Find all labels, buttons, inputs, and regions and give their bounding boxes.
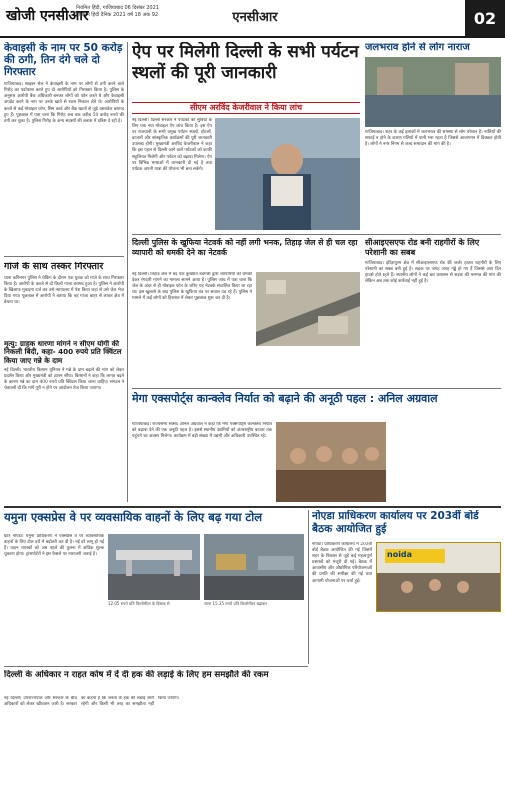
photo-export-conclave-art	[276, 422, 386, 502]
divider	[132, 234, 501, 235]
photo-toll-plaza-1	[108, 534, 200, 600]
story-delhi-rights-headline: दिल्ली के अधिकार न राहत कोष में दें दी हक की लड़ाई के लिए हम समझौते की रकम	[4, 670, 269, 680]
page-number: 02	[465, 0, 505, 38]
noida-logo-text: noida	[387, 550, 413, 559]
story-tourism-app-byline-block	[132, 102, 360, 114]
story-sugarcane-body: नई दिल्ली। भारतीय किसान यूनियन ने गन्ने के दाम बढ़ाने की मांग को लेकर प्रदर्शन किया और मुख्यमंत्री को ज्ञापन सौंपा। किसानों ने कहा कि लागत बढ़ने के कारण गन्ने का दाम 400 रुपये प्रति क्विंटल किया जाना चाहिए। संगठन ने चेतावनी दी कि मांगें पूरी न होने पर आंदोलन तेज किया जाएगा।	[4, 367, 124, 392]
story-yamuna-toll-body: ग्रेटर नोएडा। यमुना प्राधिकरण ने एक्सप्रेस वे पर व्यावसायिक वाहनों के लिए टोल दरों में बढ़ोतरी कर दी है। नई दरें लागू हो गई हैं। वाहन चालकों को अब पहले की तुलना में अधिक शुल्क चुकाना होगा। ट्रांसपोर्टरों ने इस फैसले पर नाराजगी जताई है।	[4, 534, 104, 558]
story-tourism-app-byline: सीएम अरविंद केजरीवाल ने किया लांच	[189, 103, 303, 112]
story-export-conclave-body: गाजियाबाद। राज्यसभा सांसद अनिल अग्रवाल ने कहा कि मेगा एक्सपोर्ट्स कान्क्लेव निर्यात को बढ़ावा देने की एक अनूठी पहल है। इससे स्थानीय उद्यमियों को अंतरराष्ट्रीय बाजार तक पहुंचने का अवसर मिलेगा। कार्यक्रम में बड़ी संख्या में उद्यमी और अधिकारी उपस्थित रहे।	[132, 422, 272, 440]
story-tihar-body-col	[132, 272, 252, 384]
story-sugarcane-headline: मृत्यु: ग्राहक धारणा मांगने न सीएम योगी की निकली बिंदी, कहा- 400 रुपये प्रति क्विंटल किया जाए गन्ने के दाम	[4, 340, 122, 365]
story-ganja-arrest-body: थाना कविनगर पुलिस ने चेकिंग के दौरान एक युवक को गांजे के साथ गिरफ्तार किया है। आरोपी के कब्जे से दो किलो गांजा बरामद हुआ है। पुलिस ने आरोपी के खिलाफ मुकदमा दर्ज कर उसे न्यायालय में पेश किया जहां से उसे जेल भेज दिया गया। पूछताछ में आरोपी ने बताया कि वह गांजा बाहर से लाकर क्षेत्र में बेचता था।	[4, 275, 124, 306]
photo-aerial-road-art	[256, 272, 360, 346]
masthead	[0, 0, 505, 38]
story-kyc-fraud	[4, 42, 124, 254]
story-kyc-fraud-headline: केवाइसी के नाम पर 50 करोड़ की ठगी, तिन दंगे चले दो गिरफ्तार	[4, 42, 123, 79]
story-tourism-app-headline-block	[132, 42, 360, 102]
story-waterlogging-body: गाजियाबाद। शहर के कई इलाकों में जलभराव की समस्या से लोग परेशान हैं। नालियों की सफाई न होने के कारण गलियों में पानी भरा रहता है जिससे आवागमन में दिक्कत होती है। लोगों ने नगर निगम से जल्द समाधान की मांग की है।	[365, 129, 501, 147]
photo-noida-authority	[376, 542, 501, 612]
story-export-conclave-headline-block	[132, 392, 501, 420]
story-tihar-headline: दिल्ली पुलिस के खुफिया नेटवर्क को नहीं लगी भनक, तिहाड़ जेल से ही चल रहा व्यापारी को धमकी देने का नेटवर्क	[132, 238, 358, 257]
story-tihar-body: नई दिल्ली। तिहाड़ जेल में बंद एक कुख्यात बदमाश द्वारा व्यापारियों को धमकी देकर रंगदारी मांगने का मामला सामने आया है। पुलिस जांच में पता चला कि जेल के अंदर से ही मोबाइल फोन के जरिए यह नेटवर्क संचालित किया जा रहा था। इस खुलासे के बाद पुलिस के खुफिया तंत्र पर सवाल उठ रहे हैं। पुलिस ने मामले में कई लोगों को हिरासत में लेकर पूछताछ शुरू कर दी है।	[132, 272, 252, 302]
photo-waterlogging	[365, 57, 501, 127]
story-delhi-rights-body-col	[4, 696, 308, 796]
dateline	[76, 5, 226, 19]
column-divider	[127, 42, 128, 502]
story-tihar-headline-block	[132, 238, 360, 270]
story-waterlogging	[365, 42, 501, 202]
photo-toll-plaza-2-art	[204, 534, 304, 600]
dateline-line-2: प्रतिदिन हिंदी दैनिक 2021 वर्ष 18 अंक 92	[76, 12, 159, 18]
story-tourism-app-body: नई दिल्ली। दिल्ली सरकार ने पर्यटकों की सुविधा के लिए एक नया मोबाइल ऐप लांच किया है। इस ऐप पर राजधानी के सभी प्रमुख पर्यटन स्थलों, होटलों, बाजारों और सांस्कृतिक कार्यक्रमों की पूरी जानकारी उपलब्ध होगी। मुख्यमंत्री अरविंद केजरीवाल ने कहा कि इस पहल से दिल्ली आने वाले पर्यटकों को काफी सहूलियत मिलेगी और पर्यटन को बढ़ावा मिलेगा। ऐप पर विभिन्न भाषाओं में जानकारी दी गई है तथा पर्यटक अपनी यात्रा की योजना भी बना सकेंगे।	[132, 118, 212, 172]
photo-cm-kejriwal	[215, 118, 360, 230]
story-delhi-rights-headline-block	[4, 670, 308, 694]
photo-aerial-road	[256, 272, 360, 346]
divider	[132, 388, 501, 389]
photo-cm-kejriwal-art	[215, 118, 360, 230]
dateline-line-1: नियमित हिंदी, गाजियाबाद 06 दिसंबर 2021	[76, 5, 159, 11]
story-delhi-rights-body: नई दिल्ली। उपराज्यपाल और सरकार के बीच अधिकारों को लेकर खींचतान जारी है। सरकार का कहना है कि जनता के हक की लड़ाई जारी रहेगी और किसी भी तरह का समझौता नहीं किया जाएगा।	[4, 696, 180, 708]
photo-toll-plaza-1-art	[108, 534, 200, 600]
story-noida-board-headline-block	[312, 510, 501, 540]
story-cisf-road-body: गाजियाबाद। इंदिरापुरम क्षेत्र में सीआइएसएफ रोड की जर्जर हालत राहगीरों के लिए परेशानी का सबब बनी हुई है। सड़क पर जगह जगह गड्ढे हो गए हैं जिससे आए दिन हादसे होते रहते हैं। स्थानीय लोगों ने कई बार प्रशासन से सड़क की मरम्मत की मांग की लेकिन अब तक कोई कार्रवाई नहीं हुई है।	[365, 261, 501, 285]
divider	[4, 256, 124, 257]
story-noida-board-body-col	[312, 542, 372, 792]
story-tourism-app-headline: ऐप पर मिलेगी दिल्ली के सभी पर्यटन स्थलों की पूरी जानकारी	[132, 42, 359, 83]
story-tourism-app-body-col	[132, 118, 212, 230]
story-waterlogging-headline: जलभराव होने से लोग नाराज	[365, 42, 470, 53]
section-name: एनसीआर	[232, 10, 278, 25]
story-sugarcane	[4, 340, 124, 502]
photo-export-conclave	[276, 422, 386, 502]
story-yamuna-toll-body-col	[4, 534, 104, 664]
story-export-conclave-headline: मेगा एक्सपोर्ट्स कान्क्लेव निर्यात को बढ़ाने की अनूठी पहल : अनिल अग्रवाल	[132, 392, 438, 405]
section-divider	[4, 506, 501, 508]
divider	[4, 666, 308, 667]
story-kyc-fraud-body: गाजियाबाद। साइबर सेल ने केवाइसी के नाम पर लोगों से ठगी करने वाले गिरोह का पर्दाफाश करते हुए दो आरोपियों को गिरफ्तार किया है। पुलिस के अनुसार आरोपी बैंक अधिकारी बनकर लोगों को फोन करते थे और केवाइसी अपडेट करने के नाम पर उनके खाते से रकम निकाल लेते थे। आरोपियों के कब्जे से कई मोबाइल फोन, सिम कार्ड और बैंक खातों से जुड़े दस्तावेज बरामद हुए हैं। पूछताछ में पता चला कि गिरोह अब तक करीब 50 करोड़ रुपये की ठगी कर चुका है। पुलिस गिरोह के अन्य सदस्यों की तलाश में दबिश दे रही है।	[4, 82, 124, 124]
story-yamuna-toll-headline-block	[4, 510, 304, 532]
story-cisf-road-headline: सीआइएसएफ रोड बनी राहगीरों के लिए परेशानी का सबब	[365, 238, 480, 257]
photo-toll-plaza-2	[204, 534, 304, 600]
story-noida-board-headline: नोएडा प्राधिकरण कार्यालय पर 203वीं बोर्ड बैठक आयोजित हुई	[312, 510, 479, 535]
caption-toll-1: 12.05 रुपये प्रति किलोमीटर के हिसाब से	[108, 601, 200, 607]
column-divider	[308, 510, 309, 664]
story-ganja-arrest	[4, 262, 124, 336]
story-ganja-arrest-headline: गांजे के साथ तस्कर गिरफ्तार	[4, 262, 104, 272]
photo-waterlogging-art	[365, 57, 501, 127]
story-cisf-road	[365, 238, 501, 384]
story-noida-board-body: नोएडा। प्राधिकरण कार्यालय में 203वीं बोर्ड बैठक आयोजित की गई जिसमें शहर के विकास से जुड़े कई महत्वपूर्ण प्रस्तावों को मंजूरी दी गई। बैठक में आवासीय और औद्योगिक परियोजनाओं की प्रगति की समीक्षा की गई तथा आगामी योजनाओं पर चर्चा हुई।	[312, 542, 372, 584]
story-export-conclave-body-col	[132, 422, 272, 502]
newspaper-logo: खोजी एनसीआर	[6, 8, 89, 24]
story-yamuna-toll-headline: यमुना एक्सप्रेस वे पर व्यवसायिक वाहनों के लिए बढ़ गया टोल	[4, 510, 262, 524]
caption-toll-2: जाना 15.35 रुपये प्रति किलोमीटर बढ़ाकर	[204, 601, 304, 607]
